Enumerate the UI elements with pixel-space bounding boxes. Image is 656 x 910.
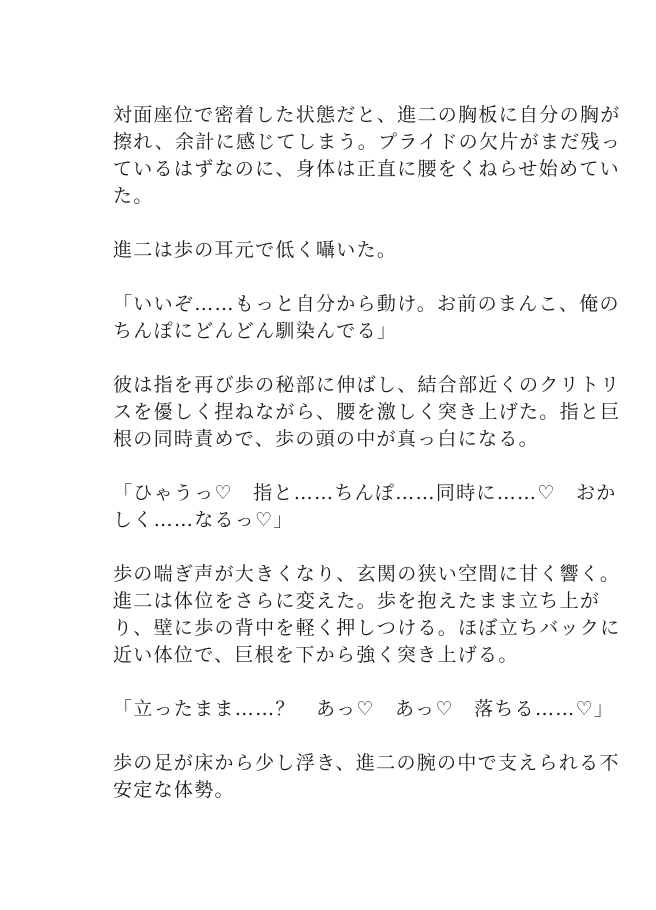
paragraph: [113, 696, 656, 723]
paragraph: [113, 561, 656, 669]
text-line: 対面座位で密着した状態だと、進二の胸板に自分の胸が: [113, 104, 621, 126]
text-line: 根の同時責めで、歩の頭の中が真っ白になる。: [113, 428, 539, 450]
text-line: 「ひゃうっ♡ 指と……ちんぽ……同時に……♡ おか: [113, 482, 617, 504]
paragraph: [113, 237, 656, 264]
paragraph: [113, 102, 656, 210]
text-line: 歩の足が床から少し浮き、進二の腕の中で支えられる不: [113, 752, 620, 774]
text-line: 「立ったまま……？ あっ♡ あっ♡ 落ちる……♡」: [113, 698, 615, 720]
paragraph: [113, 291, 656, 345]
text-line: 近い体位で、巨根を下から強く突き上げる。: [113, 644, 519, 666]
text-line: 「いいぞ……もっと自分から動け。お前のまんこ、俺の: [113, 293, 620, 315]
text-line: り、壁に歩の背中を軽く押しつける。ほぼ立ちバックに: [113, 617, 621, 639]
text-line: た。: [113, 185, 154, 207]
paragraph: [113, 372, 656, 453]
text-line: 彼は指を再び歩の秘部に伸ばし、結合部近くのクリトリ: [113, 374, 621, 396]
text-line: 擦れ、余計に感じてしまう。プライドの欠片がまだ残っ: [113, 131, 622, 153]
text-line: スを優しく捏ねながら、腰を激しく突き上げた。指と巨: [113, 401, 621, 423]
text-line: 安定な体勢。: [113, 779, 235, 801]
text-line: しく……なるっ♡」: [113, 509, 294, 531]
text-line: ているはずなのに、身体は正直に腰をくねらせ始めてい: [113, 158, 620, 180]
text-line: 進二は歩の耳元で低く囁いた。: [113, 239, 398, 261]
text-line: 進二は体位をさらに変えた。歩を抱えたまま立ち上が: [113, 590, 601, 612]
text-line: ちんぽにどんどん馴染んでる」: [113, 320, 398, 342]
paragraph: [113, 750, 656, 804]
text-line: 歩の喘ぎ声が大きくなり、玄関の狭い空間に甘く響く。: [113, 563, 621, 585]
paragraph: [113, 480, 656, 534]
